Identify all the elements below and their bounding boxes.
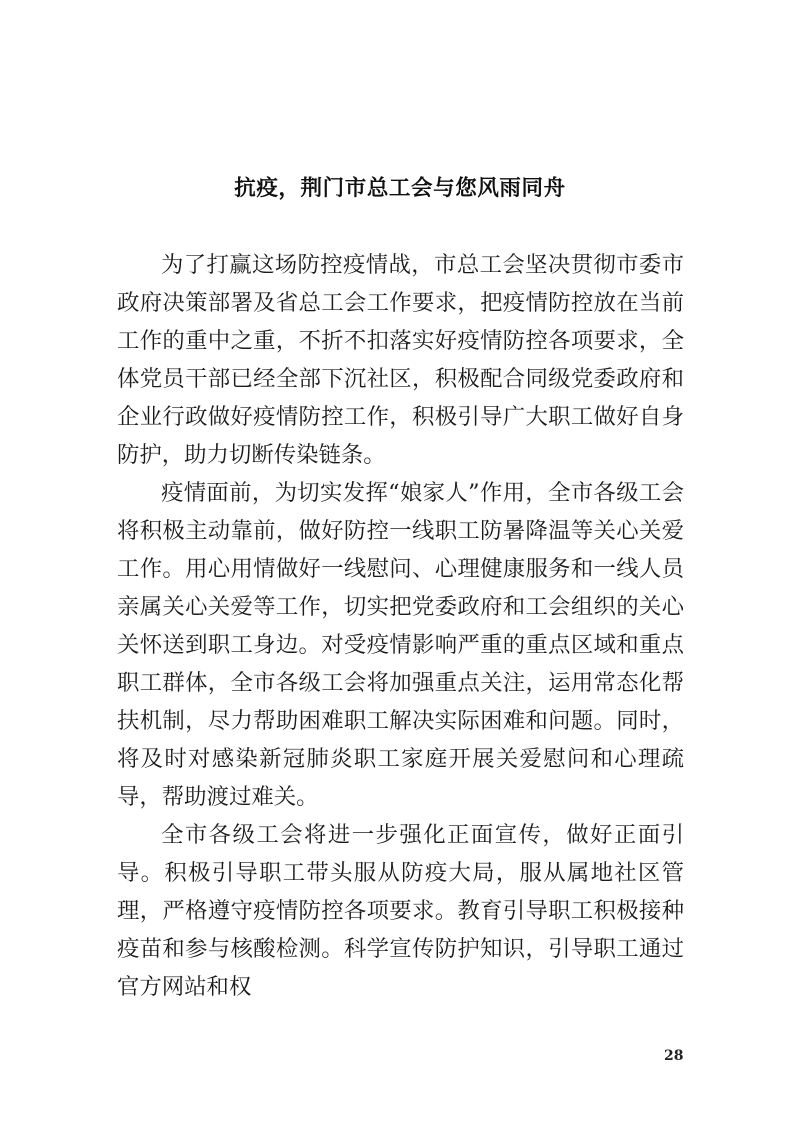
body-paragraph-1: 为了打赢这场防控疫情战，市总工会坚决贯彻市委市政府决策部署及省总工会工作要求，把疫情防控放在当前工作的重中之重，不折不扣落实好疫情防控各项要求，全体党员干部已经全部下沉社区，积极配合同级党委政府和企业行政做好疫情防控工作，积极引导广大职工做好自身防护，助力切断传染链条。: [117, 252, 684, 468]
body-paragraph-3: 全市各级工会将进一步强化正面宣传，做好正面引导。积极引导职工带头服从防疫大局，服从属地社区管理，严格遵守疫情防控各项要求。教育引导职工积极接种疫苗和参与核酸检测。科学宣传防护知识，引导职工通过官方网站和权: [117, 822, 684, 1000]
body-paragraph-2: 疫情面前，为切实发挥“娘家人”作用，全市各级工会将积极主动靠前，做好防控一线职工防暑降温等关心关爱工作。用心用情做好一线慰问、心理健康服务和一线人员亲属关心关爱等工作，切实把党委政府和工会组织的关心关怀送到职工身边。对受疫情影响严重的重点区域和重点职工群体，全市各级工会将加强重点关注，运用常态化帮扶机制，尽力帮助困难职工解决实际困难和问题。同时，将及时对感染新冠肺炎职工家庭开展关爱慰问和心理疏导，帮助渡过难关。: [117, 480, 684, 810]
page-number: 28: [664, 1048, 684, 1064]
document-body: [117, 246, 684, 1006]
page-title: 抗疫，荆门市总工会与您风雨同舟: [234, 176, 566, 202]
